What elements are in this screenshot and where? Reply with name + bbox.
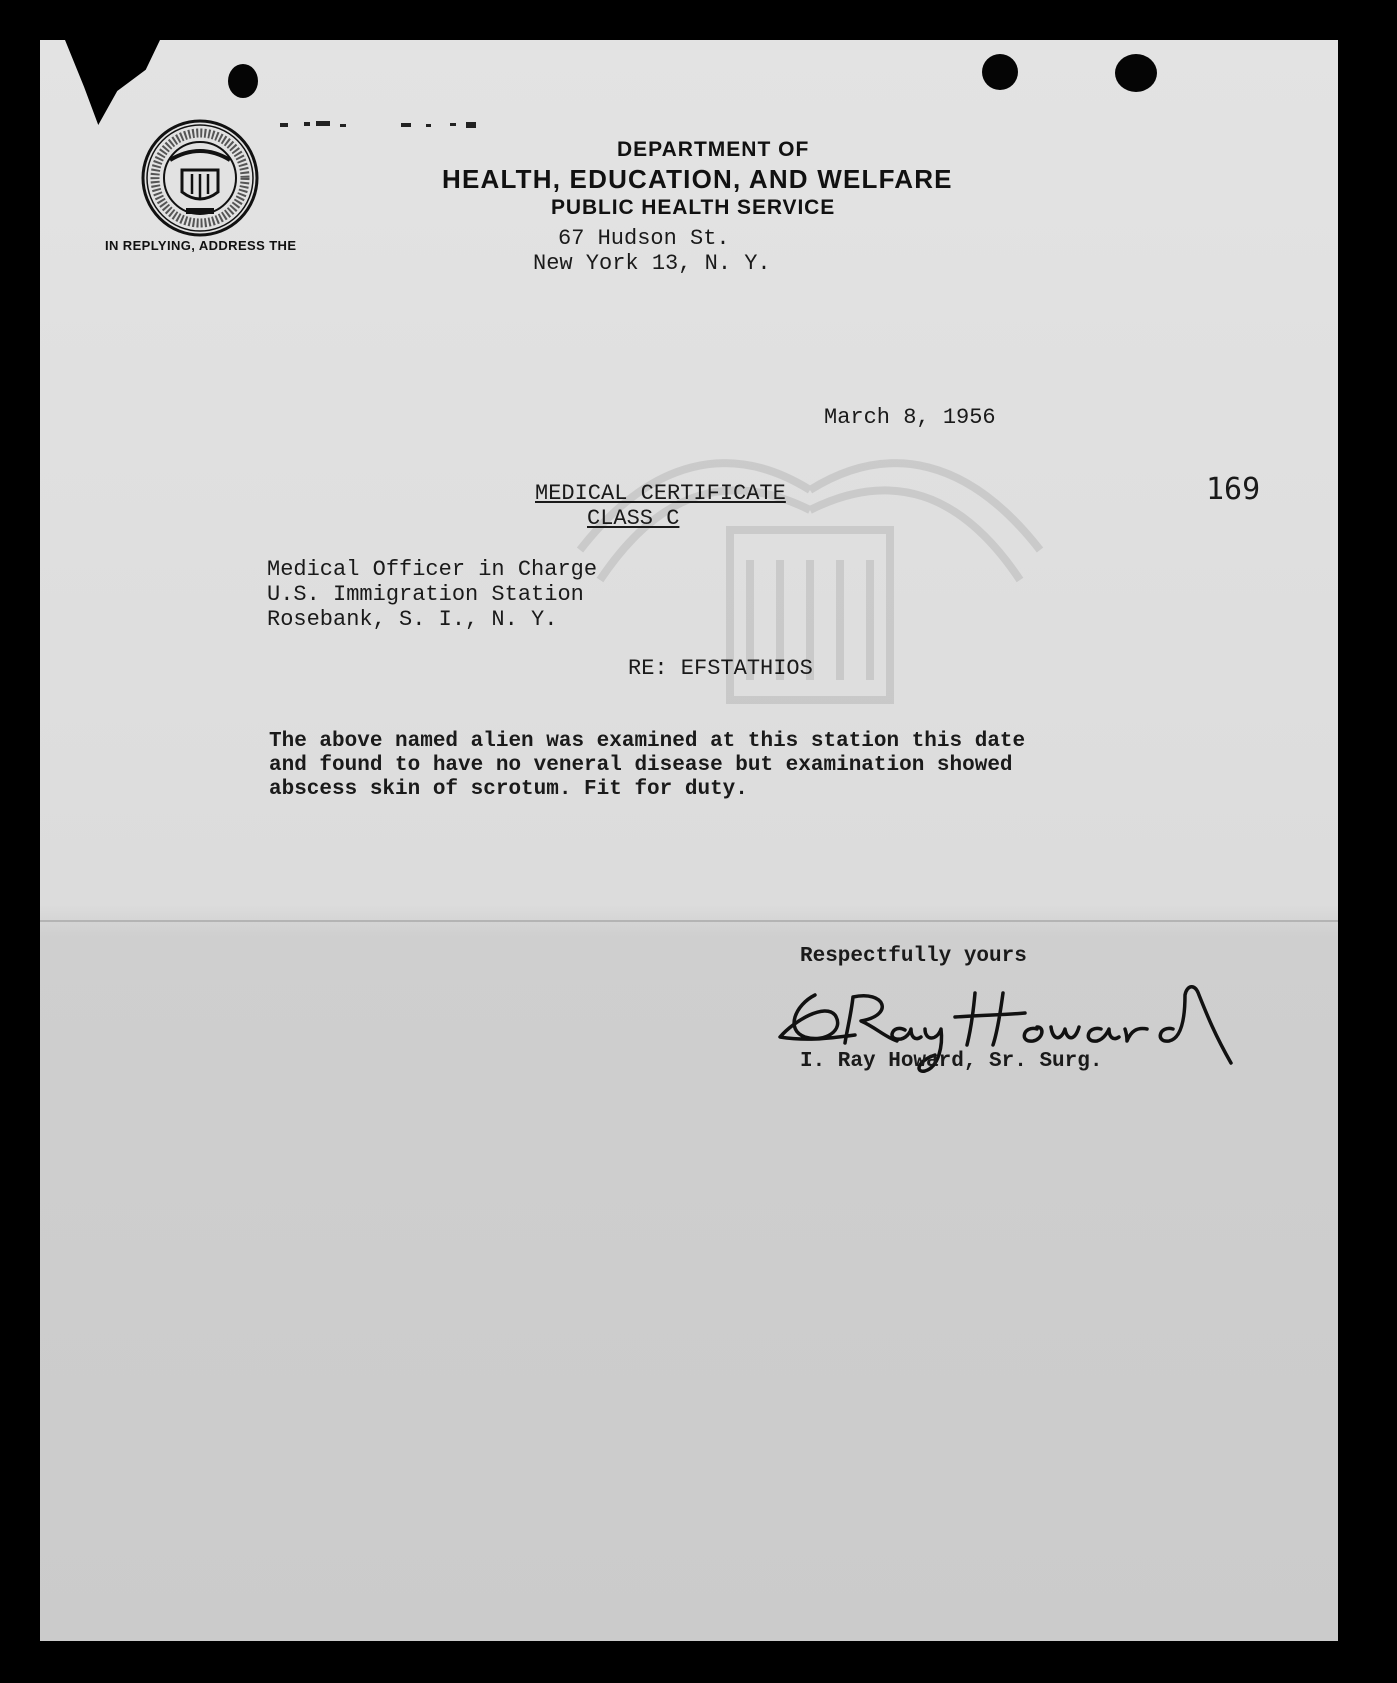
letterhead-department: DEPARTMENT OF [617,138,810,161]
certificate-class: CLASS C [587,506,680,531]
letterhead-agency: HEALTH, EDUCATION, AND WELFARE [442,164,953,194]
torn-corner [65,40,160,125]
signer-name: I. Ray Howard, Sr. Surg. [800,1050,1103,1073]
recipient-line: Medical Officer in Charge [267,557,598,582]
eagle-watermark [560,400,1060,760]
reply-note: IN REPLYING, ADDRESS THE [105,238,297,253]
fold-line [40,920,1338,922]
recipient-line: Rosebank, S. I., N. Y. [267,607,558,632]
address-city: New York 13, N. Y. [533,251,771,276]
body-line: abscess skin of scrotum. Fit for duty. [269,778,748,801]
closing-line: Respectfully yours [800,945,1027,968]
punch-hole [228,64,258,98]
punch-hole [982,54,1018,90]
letterhead-service: PUBLIC HEALTH SERVICE [551,196,836,219]
address-street: 67 Hudson St. [558,226,730,251]
body-line: and found to have no veneral disease but examination showed [269,754,1013,777]
recipient-line: U.S. Immigration Station [267,582,584,607]
department-seal-icon [140,118,260,238]
document-number: 169 [1206,472,1261,507]
letter-date: March 8, 1956 [824,405,996,430]
subject-line: RE: EFSTATHIOS [628,656,813,681]
ink-specks [280,118,560,132]
punch-hole [1115,54,1157,92]
body-line: The above named alien was examined at this station this date [269,730,1026,753]
certificate-title: MEDICAL CERTIFICATE [535,481,786,506]
document-page [40,40,1338,1641]
